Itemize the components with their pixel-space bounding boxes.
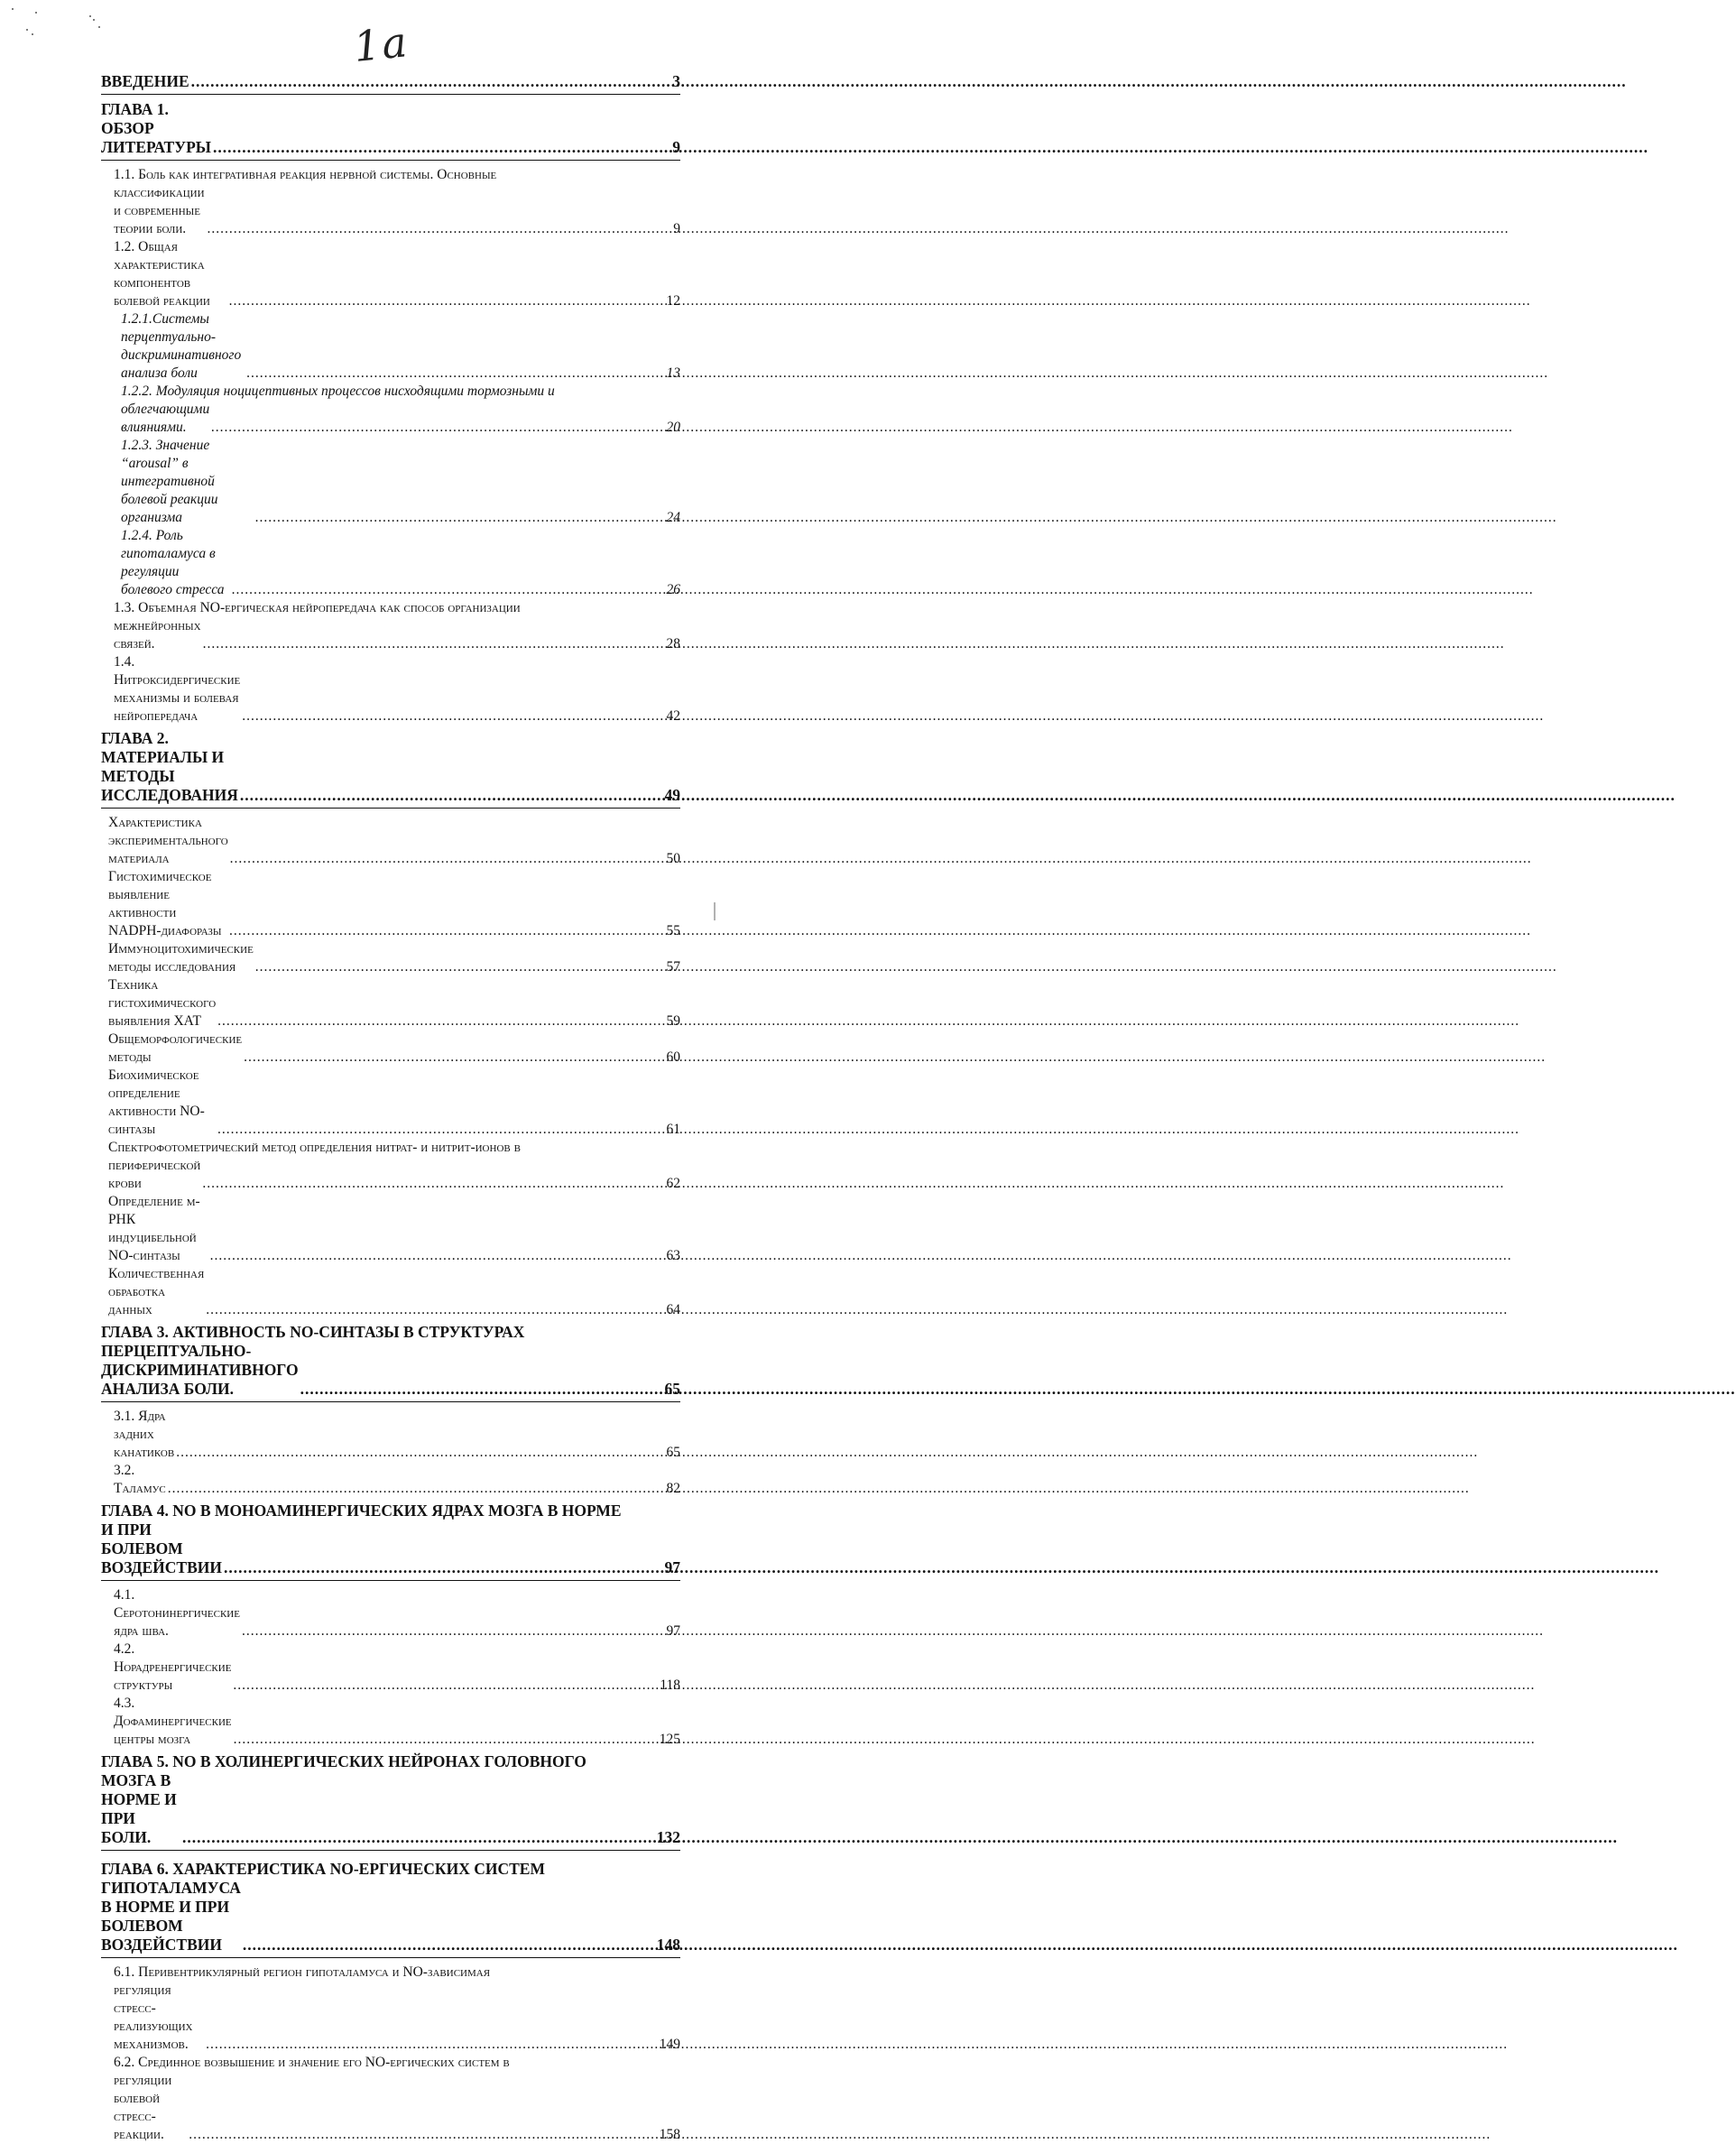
dot-leader bbox=[217, 1012, 664, 1030]
toc-entry-page: 65 bbox=[664, 1380, 680, 1398]
toc-entry-title-line2: И ПРИ БОЛЕВОМ ВОЗДЕЙСТВИИ bbox=[101, 1520, 222, 1576]
dot-leader bbox=[206, 1301, 664, 1319]
toc-entry-title-line2: облегчающими влияниями. bbox=[121, 402, 210, 435]
dot-leader bbox=[233, 1677, 658, 1695]
toc-method-2 bbox=[101, 868, 680, 940]
toc-entry-page: 118 bbox=[660, 1677, 680, 1693]
toc-entry-title-line1: ГЛАВА 5. NO В ХОЛИНЕРГИЧЕСКИХ НЕЙРОНАХ ГОЛОВНОГО bbox=[101, 1752, 586, 1770]
toc-entry-title: 3.2. Таламус bbox=[114, 1463, 166, 1496]
toc-entry-title-line1: ГЛАВА 4. NO В МОНОАМИНЕРГИЧЕСКИХ ЯДРАХ МОЗГА В НОРМЕ bbox=[101, 1502, 622, 1520]
toc-entry-page: 62 bbox=[666, 1176, 680, 1191]
toc-section-4-3 bbox=[101, 1695, 680, 1749]
toc-entry-page: 57 bbox=[666, 959, 680, 975]
toc-entry-page: 148 bbox=[656, 1936, 680, 1954]
dot-leader bbox=[206, 2036, 658, 2054]
toc-entry-page: 97 bbox=[666, 1623, 680, 1639]
dot-leader bbox=[243, 1936, 655, 1955]
dot-leader bbox=[255, 958, 665, 976]
toc-entry-title-line2: ГИПОТАЛАМУСА В НОРМЕ И ПРИ БОЛЕВОМ ВОЗДЕЙСТВИИ bbox=[101, 1879, 241, 1954]
toc-entry-title: 4.1. Серотонинергические ядра шва. bbox=[114, 1587, 240, 1639]
toc-entry-title: 4.3. Дофаминергические центры мозга bbox=[114, 1696, 232, 1747]
dot-leader bbox=[232, 581, 665, 599]
dot-leader bbox=[211, 419, 664, 437]
toc-entry-title-line1: Спектрофотометрический метод определения нитрат- и нитрит-ионов в bbox=[108, 1140, 521, 1155]
dot-leader bbox=[182, 1828, 655, 1847]
toc-subsection-1-2-1 bbox=[101, 310, 680, 383]
toc-method-9 bbox=[101, 1265, 680, 1319]
toc-entry-page: 61 bbox=[666, 1122, 680, 1137]
toc-entry-page: 158 bbox=[659, 2127, 680, 2142]
toc-chapter-6 bbox=[101, 1860, 680, 1958]
toc-entry-title: Иммуноцитохимические методы исследования bbox=[108, 941, 254, 975]
toc-entry-page: 132 bbox=[656, 1828, 680, 1846]
toc-entry-page: 3 bbox=[672, 72, 680, 90]
toc-entry-title: Техника гистохимического выявления ХАТ bbox=[108, 977, 217, 1029]
dot-leader bbox=[242, 707, 664, 725]
dot-leader bbox=[176, 1444, 664, 1462]
dot-leader bbox=[203, 635, 665, 653]
toc-entry-title: 1.2. Общая характеристика компонентов болевой реакции bbox=[114, 239, 210, 309]
toc-entry-title: ГЛАВА 2. МАТЕРИАЛЫ И МЕТОДЫ ИССЛЕДОВАНИЯ bbox=[101, 729, 238, 804]
toc-section-3-2 bbox=[101, 1462, 680, 1498]
toc-entry-title-line2: ПЕРЦЕПТУАЛЬНО-ДИСКРИМИНАТИВНОГО АНАЛИЗА БОЛИ. bbox=[101, 1342, 299, 1398]
toc-method-6 bbox=[101, 1067, 680, 1139]
toc-entry-page: 20 bbox=[666, 420, 680, 435]
dot-leader bbox=[230, 850, 665, 868]
dot-leader bbox=[202, 1175, 664, 1193]
dot-leader bbox=[229, 292, 665, 310]
toc-entry-title: ГЛАВА 1. ОБЗОР ЛИТЕРАТУРЫ bbox=[101, 100, 211, 156]
toc-entry-page: 125 bbox=[659, 1732, 680, 1747]
toc-method-7 bbox=[101, 1139, 680, 1193]
dot-leader bbox=[213, 138, 670, 157]
toc-entry-title-line2: регуляции болевой стресс-реакции. bbox=[114, 2073, 172, 2142]
toc-entry-title: 3.1. Ядра задних канатиков bbox=[114, 1409, 175, 1460]
toc-chapter-5 bbox=[101, 1752, 680, 1851]
toc-entry-page: 9 bbox=[673, 221, 680, 236]
dot-leader bbox=[210, 1247, 665, 1265]
toc-entry-page: 24 bbox=[666, 510, 680, 525]
toc-section-1-1 bbox=[101, 166, 680, 238]
toc-entry-title: ВВЕДЕНИЕ bbox=[101, 72, 189, 90]
toc-entry-page: 26 bbox=[666, 582, 680, 597]
toc-entry-page: 13 bbox=[666, 365, 680, 381]
toc-entry-page: 64 bbox=[666, 1302, 680, 1317]
dot-leader bbox=[168, 1480, 665, 1498]
toc-section-4-1 bbox=[101, 1586, 680, 1640]
dot-leader bbox=[217, 1121, 664, 1139]
toc-section-4-2 bbox=[101, 1640, 680, 1695]
toc-entry-title: 4.2. Норадренергические структуры bbox=[114, 1641, 232, 1693]
toc-method-3 bbox=[101, 940, 680, 976]
toc-method-4 bbox=[101, 976, 680, 1030]
dot-leader bbox=[191, 72, 671, 91]
toc-entry-page: 55 bbox=[666, 923, 680, 938]
toc-entry-page: 60 bbox=[666, 1049, 680, 1065]
toc-entry-title-line2: межнейронных связей. bbox=[114, 618, 201, 652]
toc-entry-title-line1: 6.2. Срединное возвышение и значение его NO-ергических систем в bbox=[114, 2055, 510, 2070]
toc-section-6-1 bbox=[101, 1964, 680, 2054]
dot-leader bbox=[224, 1558, 663, 1577]
toc-entry-title: Количественная обработка данных bbox=[108, 1266, 205, 1317]
toc-entry-title-line2: регуляция стресс-реализующих механизмов. bbox=[114, 1982, 193, 2052]
toc-entry-title: 1.4. Нитроксидергические механизмы и болевая нейропередача bbox=[114, 654, 241, 724]
dot-leader bbox=[234, 1731, 658, 1749]
dot-leader bbox=[207, 220, 671, 238]
toc-section-1-4 bbox=[101, 653, 680, 725]
toc-entry-title-line1: 6.1. Перивентрикулярный регион гипоталамуса и NO-зависимая bbox=[114, 1964, 491, 1980]
toc-entry-title: 1.2.3. Значение “arousal” в интегративной болевой реакции организма bbox=[121, 438, 218, 525]
toc-method-8 bbox=[101, 1193, 680, 1265]
toc-entry-title: Характеристика экспериментального материала bbox=[108, 815, 228, 866]
dot-leader bbox=[240, 786, 663, 805]
dot-leader bbox=[300, 1380, 663, 1399]
toc-chapter-2 bbox=[101, 729, 680, 809]
toc-intro bbox=[101, 72, 680, 95]
toc-chapter-1 bbox=[101, 100, 680, 161]
toc-section-3-1 bbox=[101, 1408, 680, 1462]
dot-leader bbox=[242, 1622, 665, 1640]
toc-entry-title-line2: МОЗГА В НОРМЕ И ПРИ БОЛИ. bbox=[101, 1771, 177, 1846]
toc-entry-title: Общеморфологические методы bbox=[108, 1031, 243, 1065]
toc-entry-page: 82 bbox=[666, 1481, 680, 1496]
toc-entry-page: 63 bbox=[666, 1248, 680, 1263]
toc-entry-title: 1.2.1.Системы перцептуально-дискриминативного анализа боли bbox=[121, 311, 242, 381]
handwritten-page-mark: 1а bbox=[351, 16, 411, 72]
toc-entry-page: 149 bbox=[659, 2037, 680, 2052]
toc-method-1 bbox=[101, 814, 680, 868]
toc-entry-page: 42 bbox=[666, 708, 680, 724]
dot-leader bbox=[189, 2126, 657, 2144]
toc-method-5 bbox=[101, 1030, 680, 1067]
toc-section-6-2 bbox=[101, 2054, 680, 2144]
toc-entry-title-line2: классификации и современные теории боли. bbox=[114, 185, 205, 236]
toc-entry-title: Гистохимическое выявление активности NADPH-диафоразы bbox=[108, 869, 222, 938]
dot-leader bbox=[247, 365, 665, 383]
dot-leader bbox=[244, 1049, 664, 1067]
toc-entry-page: 97 bbox=[664, 1558, 680, 1576]
toc-entry-page: 28 bbox=[666, 636, 680, 652]
toc-chapter-3 bbox=[101, 1323, 680, 1402]
toc-entry-title-line1: ГЛАВА 6. ХАРАКТЕРИСТИКА NO-ЕРГИЧЕСКИХ СИСТЕМ bbox=[101, 1860, 545, 1878]
toc-chapter-4 bbox=[101, 1502, 680, 1581]
toc-section-1-2 bbox=[101, 238, 680, 310]
toc-subsection-1-2-3 bbox=[101, 437, 680, 527]
toc-entry-title-line2: периферической крови bbox=[108, 1158, 201, 1191]
toc-entry-title: Определение м-РНК индуцибельной NO-синтазы bbox=[108, 1194, 200, 1263]
toc-entry-page: 65 bbox=[666, 1445, 680, 1460]
toc-entry-page: 12 bbox=[666, 293, 680, 309]
scan-specks bbox=[0, 0, 126, 54]
toc-section-1-3 bbox=[101, 599, 680, 653]
toc-entry-title-line1: ГЛАВА 3. АКТИВНОСТЬ NO-СИНТАЗЫ В СТРУКТУРАХ bbox=[101, 1323, 525, 1341]
toc-entry-title-line1: 1.2.2. Модуляция ноцицептивных процессов нисходящими тормозными и bbox=[121, 384, 555, 399]
toc-entry-title-line1: 1.1. Боль как интегративная реакция нервной системы. Основные bbox=[114, 167, 497, 182]
toc-entry-page: 59 bbox=[666, 1013, 680, 1029]
toc-entry-title: 1.2.4. Роль гипоталамуса в регуляции болевого стресса bbox=[121, 528, 225, 597]
toc-entry-page: 49 bbox=[664, 786, 680, 804]
toc-entry-title-line1: 1.3. Объемная NO-ергическая нейропередача как способ организации bbox=[114, 600, 521, 615]
toc-entry-title: Биохимическое определение активности NO-синтазы bbox=[108, 1067, 205, 1137]
toc-entry-page: 50 bbox=[666, 851, 680, 866]
toc-subsection-1-2-4 bbox=[101, 527, 680, 599]
toc-subsection-1-2-2 bbox=[101, 383, 680, 437]
dot-leader bbox=[255, 509, 664, 527]
table-of-contents bbox=[101, 72, 680, 2144]
dot-leader bbox=[229, 922, 664, 940]
scan-edge-mark bbox=[713, 902, 716, 920]
toc-entry-page: 9 bbox=[672, 138, 680, 156]
